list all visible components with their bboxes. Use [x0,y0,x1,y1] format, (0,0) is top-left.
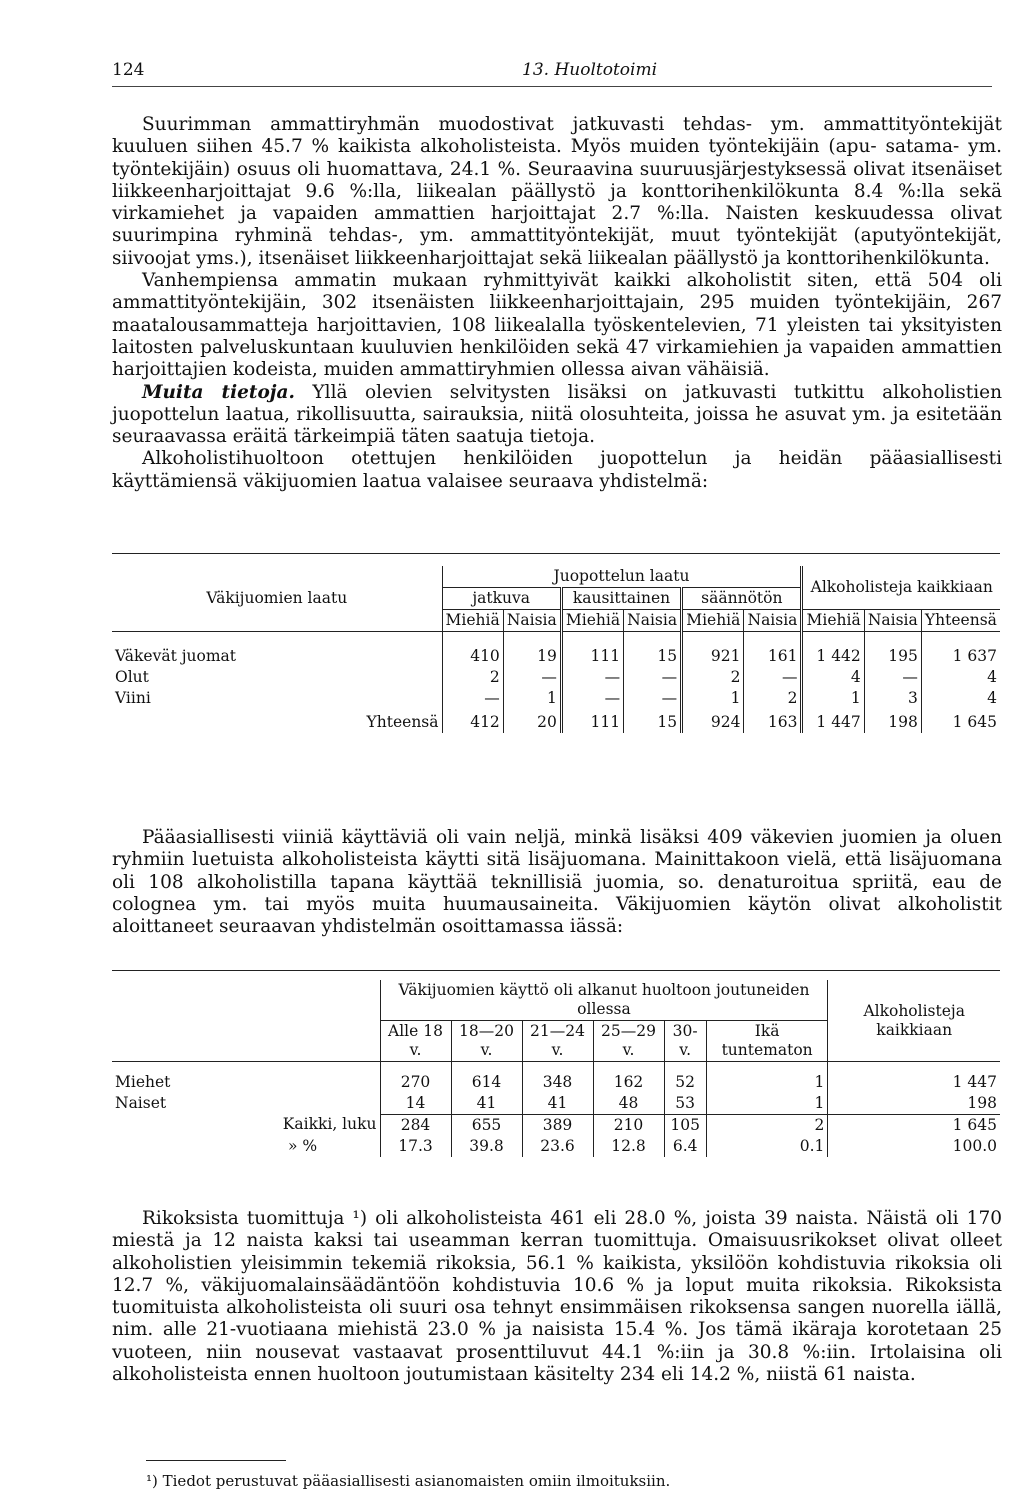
paragraph: Alkoholistihuoltoon otettujen henkilöiden juopottelun ja heidän pääasiallisesti käyttämiensä väkijuomien laatua valaisee seuraava yhdistelmä: [112,448,1002,492]
paragraph: Pääasiallisesti viiniä käyttäviä oli vain neljä, minkä lisäksi 409 väkevien juomien ja oluen ryhmiin luetuista alkoholisteista käytti sitä lisäjuomana. Mainittakoon vielä, että lisäjuomana oli 108 alkoholistilla tapana käyttää teknillisiä juomia, so. denaturoitua spriitä, eau de colognea ym. tai myös muita huumausaineita. Väkijuomien käytön olivat alkoholistit aloittaneet seuraavan yhdistelmän osoittamassa iässä: [112,827,1002,938]
cell: 163 [744,709,802,733]
column-header: Miehiä [682,610,744,632]
body-text-bottom [112,1208,1002,1386]
cell: 1 447 [802,709,864,733]
running-header [112,60,992,87]
column-header: Naisia [744,610,802,632]
cell: 6.4 [664,1136,706,1157]
cell: 20 [503,709,561,733]
column-header: 18—20 v. [451,1021,522,1062]
cell: — [624,688,682,709]
cell: 1 442 [802,646,864,667]
paragraph: Suurimman ammattiryhmän muodostivat jatkuvasti tehdas- ym. ammattityöntekijät kuuluen siihen 45.7 % kaikista alkoholisteista. Myös muiden työntekijäin (apu- satama- ym. työntekijäin) osuus oli huomattava, 24.1 %. Seuraavina suuruusjärjestyksessä olivat itsenäiset liikkeenharjoittajat 9.6 %:lla, liikealan päällystö ja konttorihenkilökunta 8.4 %:lla sekä virkamiehet ja vapaiden ammattien harjoittajat 2.7 %:lla. Naisten keskuudessa olivat suurimpina ryhminä tehdas-, ym. ammattityöntekijät, muut työntekijät (aputyöntekijät, siivoojat yms.), itsenäiset liikkeenharjoittajat sekä liikealan päällystö ja konttorihenkilökunta. [112,114,1002,269]
cell: 39.8 [451,1136,522,1157]
column-header-total: Alkoholisteja kaikkiaan [828,980,1000,1062]
cell: 270 [380,1072,451,1093]
cell: 1 [802,688,864,709]
row-label: Yhteensä [366,712,439,731]
cell: 410 [442,646,503,667]
cell: 162 [593,1072,664,1093]
table-row [112,1114,1000,1136]
cell: 4 [802,667,864,688]
cell: 2 [442,667,503,688]
cell: 52 [664,1072,706,1093]
starting-age-table [112,980,1000,1157]
cell: 1 [706,1093,828,1115]
cell: 198 [828,1093,1000,1115]
cell: 195 [864,646,921,667]
cell: — [624,667,682,688]
row-header: Väkijuomien laatu [112,566,442,632]
cell: — [503,667,561,688]
cell: 100.0 [828,1136,1000,1157]
cell: — [442,688,503,709]
cell: 1 [706,1072,828,1093]
column-header: 30-v. [664,1021,706,1062]
chapter-title: 13. Huoltotoimi [522,60,658,80]
cell: 23.6 [522,1136,593,1157]
cell: — [864,667,921,688]
cell: 1 645 [921,709,1000,733]
cell: — [561,688,623,709]
cell: 1 637 [921,646,1000,667]
row-label: Viini [115,688,151,707]
paragraph-text: Yllä olevien selvitysten lisäksi on jatkuvasti tutkittu alkoholistien juopottelun laatua, rikollisuutta, sairauksia, niitä olosuhteita, joissa he asuvat ym. ja esitetään seuraavassa eräitä tärkeimpiä täten saatuja tietoja. [112,381,1003,448]
cell: 210 [593,1114,664,1136]
cell: 1 645 [828,1114,1000,1136]
row-label: » % [288,1136,318,1155]
page-number: 124 [112,60,145,80]
cell: 48 [593,1093,664,1115]
body-text-middle [112,827,1002,938]
cell: 15 [624,709,682,733]
paragraph: Rikoksista tuomittuja ¹) oli alkoholisteista 461 eli 28.0 %, joista 39 naista. Näistä oli 170 miestä ja 12 naista kaksi tai useamman kerran tuomittuja. Omaisuusrikokset olivat olleet alkoholistien yleisimmin tekemiä rikoksia, 56.1 % kaikista, yksilöön kohdistuvia rikoksia oli 12.7 %, väkijuomalainsäädäntöön kohdistuvia 10.6 % ja loput muita rikoksia. Rikoksista tuomituista alkoholisteista oli suuri osa tehnyt ensimmäisen rikoksensa sangen nuorella iällä, nim. alle 21-vuotiaana miehistä 23.0 % ja naisista 15.4 %. Jos tämä ikäraja korotetaan 25 vuoteen, niin nousevat vastaavat prosenttiluvut 44.1 %:iin ja 30.8 %:iin. Irtolaisina oli alkoholisteista ennen huoltoon joutumistaan käsitelty 234 eli 14.2 %, niistä 61 naista. [112,1208,1002,1386]
cell: 19 [503,646,561,667]
cell: 1 447 [828,1072,1000,1093]
cell: 4 [921,688,1000,709]
column-header: Miehiä [802,610,864,632]
column-subheader: jatkuva [442,588,561,610]
column-header: Yhteensä [921,610,1000,632]
cell: 924 [682,709,744,733]
table-rule [112,970,1000,971]
cell: 1 [682,688,744,709]
column-header: Miehiä [561,610,623,632]
cell: 15 [624,646,682,667]
column-subheader: kausittainen [561,588,681,610]
table-row [112,1072,1000,1093]
cell: 284 [380,1114,451,1136]
cell: 2 [682,667,744,688]
cell: 412 [442,709,503,733]
row-label: Miehet [115,1072,171,1091]
paragraph: Vanhempiensa ammatin mukaan ryhmittyivät kaikki alkoholistit siten, että 504 oli ammattityöntekijäin, 302 itsenäisten liikkeenharjoittajain, 295 muiden työntekijäin, 267 maatalousammatteja harjoittavien, 108 liikealalla työskentelevien, 71 yleisten tai yksityisten laitosten palveluskuntaan kuuluvien henkilöiden sekä 47 virkamiehien ja vapaiden ammattien harjoittajien kodeista, muiden ammattiryhmien ollessa aivan vähäisiä. [112,270,1002,381]
column-header: Naisia [864,610,921,632]
cell: 53 [664,1093,706,1115]
footnote-rule [146,1460,286,1461]
cell: — [744,667,802,688]
cell: 1 [503,688,561,709]
cell: 2 [706,1114,828,1136]
total-row [112,709,1000,733]
table-row [112,1093,1000,1115]
cell: 111 [561,646,623,667]
cell: 0.1 [706,1136,828,1157]
cell: 348 [522,1072,593,1093]
paragraph [112,382,1002,449]
column-header: Naisia [503,610,561,632]
column-subheader: säännötön [682,588,802,610]
cell: — [561,667,623,688]
cell: 41 [451,1093,522,1115]
column-group-header: Väkijuomien käyttö oli alkanut huoltoon joutuneiden ollessa [380,980,828,1021]
row-label: Kaikki, luku [282,1115,377,1134]
footnote: ¹) Tiedot perustuvat pääasiallisesti asianomaisten omiin ilmoituksiin. [146,1472,671,1490]
column-header: Miehiä [442,610,503,632]
cell: 17.3 [380,1136,451,1157]
cell: 4 [921,667,1000,688]
row-label: Olut [115,667,149,686]
column-header: 21—24 v. [522,1021,593,1062]
body-text-top [112,114,1002,493]
paragraph-lead: Muita tietoja. [142,381,295,403]
cell: 105 [664,1114,706,1136]
column-header: Alle 18 v. [380,1021,451,1062]
table-row [112,1136,1000,1157]
table-row [112,646,1000,667]
cell: 198 [864,709,921,733]
cell: 12.8 [593,1136,664,1157]
column-group-header: Juopottelun laatu [442,566,802,588]
column-header: Naisia [624,610,682,632]
column-header: 25—29 v. [593,1021,664,1062]
table-row [112,688,1000,709]
cell: 2 [744,688,802,709]
cell: 3 [864,688,921,709]
cell: 111 [561,709,623,733]
column-header: Ikä tuntematon [706,1021,828,1062]
row-label: Naiset [115,1093,167,1112]
cell: 614 [451,1072,522,1093]
cell: 655 [451,1114,522,1136]
column-group-header: Alkoholisteja kaikkiaan [802,566,1000,610]
table-rule [112,553,1000,554]
cell: 389 [522,1114,593,1136]
cell: 921 [682,646,744,667]
cell: 41 [522,1093,593,1115]
drink-type-table [112,566,1000,733]
cell: 14 [380,1093,451,1115]
table-row [112,667,1000,688]
row-label: Väkevät juomat [115,646,237,665]
cell: 161 [744,646,802,667]
